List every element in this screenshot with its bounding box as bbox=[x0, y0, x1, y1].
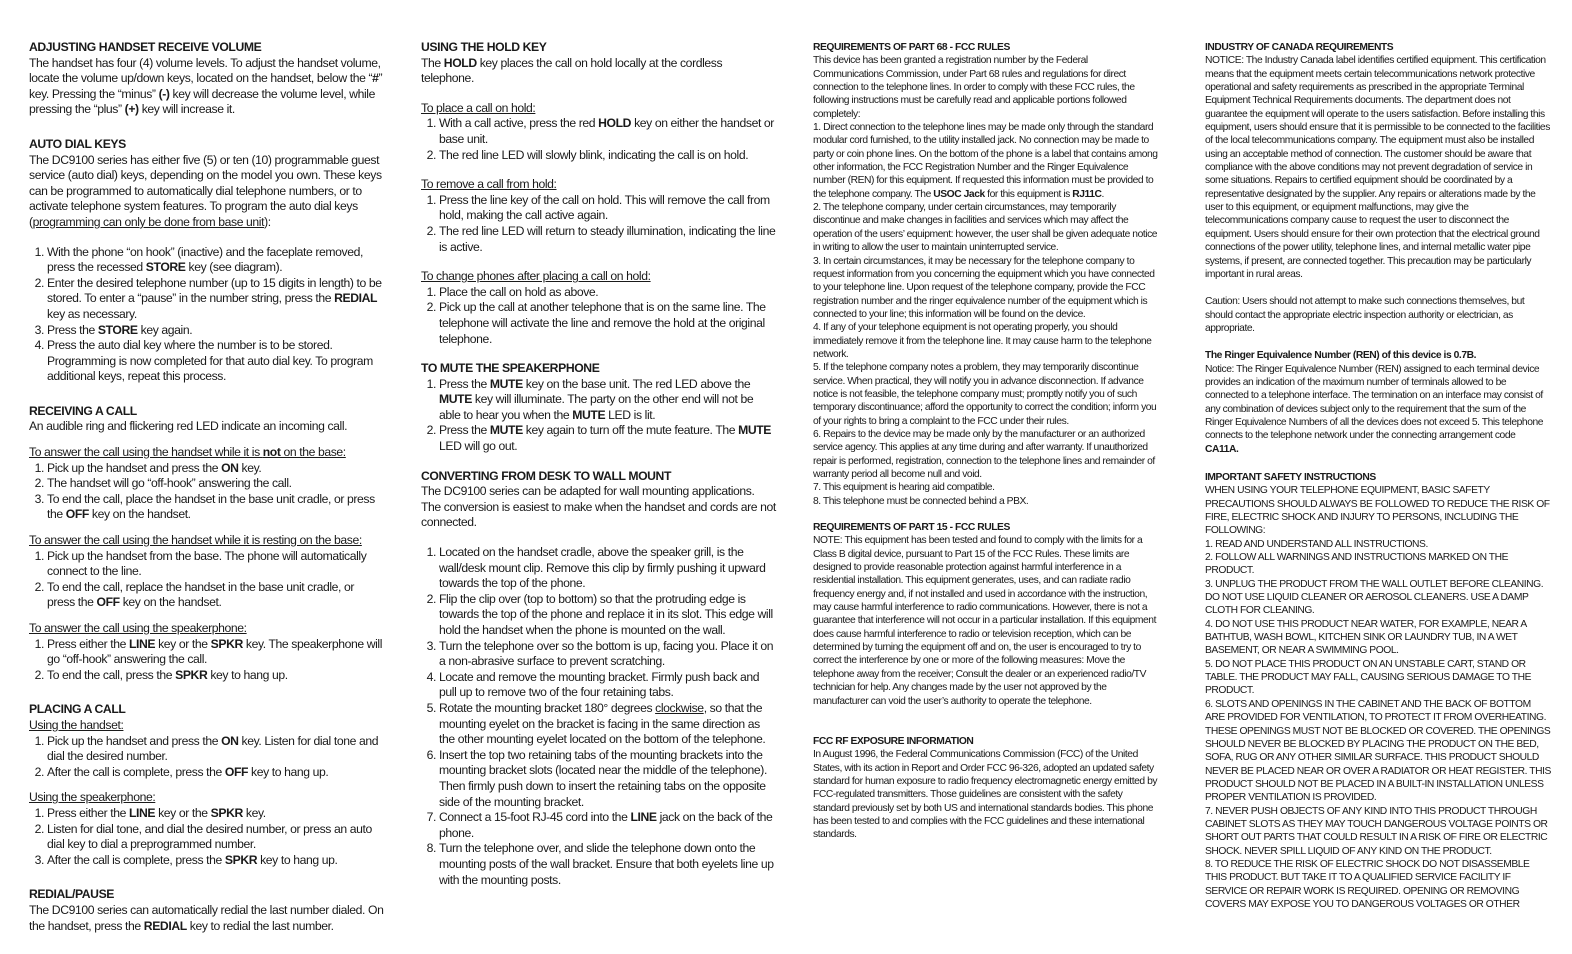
list-item: 3. Turn the telephone over so the bottom is up, facing you. Place it on a non-abrasive surface to prevent scratching. bbox=[439, 639, 776, 670]
section-heading-redial: REDIAL/PAUSE bbox=[29, 887, 115, 902]
placing-handset-steps bbox=[29, 734, 384, 781]
list-item: 7. Connect a 15-foot RJ-45 cord into the LINE jack on the back of the phone. bbox=[439, 810, 776, 841]
safety-item: 4. DO NOT USE THIS PRODUCT NEAR WATER, FOR EXAMPLE, NEAR A BATHTUB, WASH BOWL, KITCHEN SINK OR LAUNDRY TUB, IN A WET BASEMENT, OR NEAR A SWIMMING POOL. bbox=[1205, 618, 1527, 657]
receiving-paragraph: An audible ring and flickering red LED indicate an incoming call. bbox=[29, 419, 348, 434]
safety-item: 3. UNPLUG THE PRODUCT FROM THE WALL OUTLET BEFORE CLEANING. DO NOT USE LIQUID CLEANER OR AEROSOL CLEANERS. USE A DAMP CLOTH FOR CLEANING. bbox=[1205, 578, 1544, 617]
caution-paragraph: Caution: Users should not attempt to make such connections themselves, but should contact the appropriate electric inspection authority or electrician, as appropriate. bbox=[1205, 296, 1525, 334]
list-item: 1. Place the call on hold as above. bbox=[439, 285, 776, 301]
list-item: 2. The red line LED will return to steady illumination, indicating the line is active. bbox=[439, 224, 776, 255]
list-item: 8. Turn the telephone over, and slide the telephone down onto the mounting posts of the wall bracket. Ensure that both eyelets line up with the mounting posts. bbox=[439, 841, 776, 888]
list-item: 3. Press the STORE key again. bbox=[47, 323, 384, 339]
subheading-handset-off-base: To answer the call using the handset while it is not on the base: bbox=[29, 445, 346, 460]
key-label: (+) bbox=[124, 102, 139, 117]
safety-item: 6. SLOTS AND OPENINGS IN THE CABINET AND THE BACK OF BOTTOM ARE PROVIDED FOR VENTILATION, TO PROTECT IT FROM OVERHEATING. THESE OPENINGS MUST NOT BE BLOCKED OR COVERED. THE OPENINGS SHOULD NEVER BE BLOCKED BY PLACING THE PRODUCT ON THE BED, SOFA, RUG OR ANY OTHER SIMILAR SURFACE. THIS PRODUCT SHOULD NEVER BE PLACED NEAR OR OVER A RADIATOR OR HEAT REGISTER. THIS PRODUCT SHOULD NOT BE PLACED IN A BUILT-IN INSTALLATION UNLESS PROPER VENTILATION IS PROVIDED. bbox=[1205, 698, 1551, 804]
part-15-paragraph: NOTE: This equipment has been tested and found to comply with the limits for a Class B digital device, pursuant to Part 15 of the FCC Rules. These limits are designed to provide reasonable protection against harmful interference in a residential installation. This equipment generates, uses, and can radiate radio frequency energy and, if not installed and used in accordance with the instruction, may cause harmful interference to radio communications. However, there is not a guarantee that interference will not occur in a particular installation. If this equipment does cause harmful interference to radio or television reception, which can be determined by turning the equipment off and on, the user is encouraged to try to correct the interference by one or more of the following measures: Move the telephone away from the receiver; Consult the dealer or an experienced radio/TV technician for help. Any changes made by the user not approved by the manufacturer can void the user’s authority to operate the telephone. bbox=[813, 535, 1156, 707]
volume-paragraph bbox=[29, 56, 384, 118]
underlined-text: programming can only be done from base unit bbox=[32, 214, 265, 229]
list-item: 2. Press the MUTE key again to turn off the mute feature. The MUTE LED will go out. bbox=[439, 423, 776, 454]
list-item: 3. To end the call, place the handset in the base unit cradle, or press the OFF key on the handset. bbox=[47, 492, 384, 523]
section-heading-rf-exposure: FCC RF EXPOSURE INFORMATION bbox=[813, 735, 974, 747]
list-item: 1. Pick up the handset from the base. The phone will automatically connect to the line. bbox=[47, 549, 384, 580]
list-item: 2. The red line LED will slowly blink, indicating the call is on hold. bbox=[439, 148, 776, 164]
section-heading-receiving: RECEIVING A CALL bbox=[29, 403, 137, 418]
list-item: 2. After the call is complete, press the OFF key to hang up. bbox=[47, 765, 384, 781]
key-label: (-) bbox=[158, 86, 170, 101]
section-heading-mute: TO MUTE THE SPEAKERPHONE bbox=[421, 361, 600, 376]
auto-dial-steps bbox=[29, 245, 384, 385]
list-item: 2. Listen for dial tone, and dial the desired number, or press an auto dial key to dial a preprogrammed number. bbox=[47, 822, 384, 853]
auto-dial-paragraph bbox=[29, 153, 384, 231]
subheading-speakerphone-answer: To answer the call using the speakerphone: bbox=[29, 621, 247, 635]
text: The DC9100 series has either five (5) or ten (10) programmable guest service (auto dial) keys, depending on the model you own. These keys can be programmed to automatically dial telephone numbers, or to activate telephone system features. To program the auto dial keys ( bbox=[29, 152, 382, 229]
list-item: 2. Flip the clip over (top to bottom) so that the protruding edge is towards the top of the phone and replace it in its slot. This edge will hold the handset when the phone is mounted on the wall. bbox=[439, 592, 776, 639]
safety-item: 8. TO REDUCE THE RISK OF ELECTRIC SHOCK DO NOT DISASSEMBLE THIS PRODUCT. BUT TAKE IT TO A QUALIFIED SERVICE FACILITY IF SERVICE OR REPAIR WORK IS REQUIRED. OPENING OR REMOVING COVERS MAY EXPOSE YOU TO DANGEROUS VOLTAGES OR OTHER bbox=[1205, 858, 1530, 910]
section-heading-hold: USING THE HOLD KEY bbox=[421, 40, 547, 54]
list-item: 4. Press the auto dial key where the number is to be stored. Programming is now completed for that auto dial key. To program additional keys, repeat this process. bbox=[47, 338, 384, 385]
canada-paragraph: NOTICE: The Industry Canada label identifies certified equipment. This certification means that the equipment meets certain telecommunications network protective operational and safety requirements as prescribed in the appropriate Terminal Equipment Technical Requirements documents. The department does not guarantee the equipment will operate to the users satisfaction. Before installing this equipment, users should ensure that it is permissible to be connected to the facilities of the local telecommunications company. The equipment must also be installed using an acceptable method of connection. The customer should be aware that compliance with the above conditions may not prevent degradation of service in some situations. Repairs to certified equipment should be coordinated by a representative designated by the supplier. Any repairs or alterations made by the user to this equipment, or equipment malfunctions, may give the telecommunications company cause to request the user to disconnect the equipment. Users should ensure for their own protection that the electrical ground connections of the power utility, telephone lines, and internal metallic water pipe systems, if present, are connected together. This precaution may be particularly important in rural areas. bbox=[1205, 55, 1550, 280]
subheading-using-handset: Using the handset: bbox=[29, 717, 124, 732]
subheading-handset-on-base: To answer the call using the handset while it is resting on the base: bbox=[29, 533, 362, 548]
list-item: 1. Press the MUTE key on the base unit. The red LED above the MUTE key will illuminate. The party on the other end will not be able to hear you when the MUTE LED is lit. bbox=[439, 377, 776, 424]
remove-hold-steps bbox=[421, 193, 776, 255]
subheading-change-phones: To change phones after placing a call on hold: bbox=[421, 269, 651, 284]
section-heading-wall-mount: CONVERTING FROM DESK TO WALL MOUNT bbox=[421, 468, 672, 483]
part-68-item: 5. If the telephone company notes a problem, they may temporarily discontinue service. When practical, they will notify you in advance disconnection. If advance notice is not feasible, the telephone company must; promptly notify you of such temporary discontinuance; afford the opportunity to correct the condition; inform you of your rights to bring a complaint to the FCC under their rules. bbox=[813, 362, 1157, 427]
column-3 bbox=[813, 28, 1159, 842]
list-item: 6. Insert the top two retaining tabs of the mounting brackets into the mounting bracket slots (located near the middle of the telephone). Then firmly push down to insert the retaining tabs on the opposite side of the mounting bracket. bbox=[439, 748, 776, 810]
subheading-remove-hold: To remove a call from hold: bbox=[421, 177, 557, 192]
list-item: 1. Press either the LINE key or the SPKR key. bbox=[47, 806, 384, 822]
wall-mount-steps bbox=[421, 545, 776, 888]
section-heading-auto-dial: AUTO DIAL KEYS bbox=[29, 136, 126, 151]
key-label: # bbox=[372, 71, 379, 86]
text: key will increase it. bbox=[138, 102, 235, 117]
placing-speakerphone-steps bbox=[29, 806, 384, 868]
section-heading-part-68: REQUIREMENTS OF PART 68 - FCC RULES bbox=[813, 42, 1010, 53]
list-item: 2. The handset will go “off-hook” answering the call. bbox=[47, 476, 384, 492]
part-68-item: 2. The telephone company, under certain circumstances, may temporarily discontinue and make changes in facilities and services which may affect the operation of the users’ equipment: however, the user shall be given adequate notice in writing to allow the user to maintain uninterrupted service. bbox=[813, 202, 1158, 254]
list-item: 1. Press either the LINE key or the SPKR key. The speakerphone will go “off-hook” answering the call. bbox=[47, 637, 384, 668]
part-68-item: 3. In certain circumstances, it may be necessary for the telephone company to request information from you concerning the equipment which you have connected to your telephone line. Upon request of the telephone company, provide the FCC registration number and the ringer equivalence number of the equipment which is connected to your line; this information will be found on the device. bbox=[813, 255, 1155, 320]
list-item: 2. To end the call, replace the handset in the base unit cradle, or press the OFF key on the handset. bbox=[47, 580, 384, 611]
section-heading-part-15: REQUIREMENTS OF PART 15 - FCC RULES bbox=[813, 522, 1010, 534]
safety-item: 5. DO NOT PLACE THIS PRODUCT ON AN UNSTABLE CART, STAND OR TABLE. THE PRODUCT MAY FALL, CAUSING SERIOUS DAMAGE TO THE PRODUCT. bbox=[1205, 658, 1531, 697]
part-68-item: 1. Direct connection to the telephone lines may be made only through the standard modular cord furnished, to the utility installed jack. No connection may be made to party or coin phone lines. On the bottom of the phone is a label that contains among other information, the FCC Registration Number and the Ringer Equivalence number (REN) for this equipment. If requested this information must be provided to the telephone company. The USOC Jack for this equipment is RJ11C. bbox=[813, 122, 1158, 200]
list-item: 1. Press the line key of the call on hold. This will remove the call from hold, making the call active again. bbox=[439, 193, 776, 224]
speakerphone-answer-steps bbox=[29, 637, 384, 684]
handset-on-base-steps bbox=[29, 549, 384, 611]
redial-paragraph: The DC9100 series can automatically redial the last number dialed. On the handset, press the REDIAL key to redial the last number. bbox=[29, 902, 384, 933]
text: key will decrease the volume level, while pressing the “plus” bbox=[29, 86, 375, 117]
text: ): bbox=[264, 214, 271, 229]
handset-off-base-steps bbox=[29, 461, 384, 523]
subheading-using-speakerphone: Using the speakerphone: bbox=[29, 790, 156, 805]
part-68-item: 7. This equipment is hearing aid compatible. bbox=[813, 482, 995, 494]
part-68-intro: This device has been granted a registration number by the Federal Communications Commission, under Part 68 rules and regulations for direct connection to the telephone lines. In order to comply with these FCC rules, the following instructions must be carefully read and applicable portions followed completely: bbox=[813, 55, 1135, 120]
list-item: 4. Locate and remove the mounting bracket. Firmly push back and pull up to remove two of the four retaining tabs. bbox=[439, 670, 776, 701]
safety-intro: WHEN USING YOUR TELEPHONE EQUIPMENT, BASIC SAFETY PRECAUTIONS SHOULD ALWAYS BE FOLLOWED TO REDUCE THE RISK OF FIRE, ELECTRIC SHOCK AND INJURY TO PERSONS, INCLUDING THE FOLLOWING: bbox=[1205, 485, 1550, 537]
list-item: 1. Pick up the handset and press the ON key. bbox=[47, 461, 384, 477]
list-item: 2. Pick up the call at another telephone that is on the same line. The telephone will activate the line and remove the hold at the original telephone. bbox=[439, 300, 776, 347]
mute-steps bbox=[421, 377, 776, 455]
hold-paragraph: The HOLD key places the call on hold locally at the cordless telephone. bbox=[421, 55, 723, 86]
safety-item: 1. READ AND UNDERSTAND ALL INSTRUCTIONS. bbox=[1205, 538, 1428, 550]
list-item: 5. Rotate the mounting bracket 180° degrees clockwise, so that the mounting eyelet on the bracket is facing in the same direction as the other mounting eyelet located on the bottom of the telephone. bbox=[439, 701, 776, 748]
list-item: 2. To end the call, press the SPKR key to hang up. bbox=[47, 668, 384, 684]
change-phones-steps bbox=[421, 285, 776, 347]
ren-paragraph: Notice: The Ringer Equivalence Number (REN) assigned to each terminal device provides an indication of the maximum number of terminals allowed to be connected to a telephone interface. The termination on an interface may consist of any combination of devices subject only to the requirement that the sum of the Ringer Equivalence Numbers of all the devices does not exceed 5. This telephone connects to the telephone network under the connecting arrangement code CA11A. bbox=[1205, 363, 1544, 455]
section-heading-volume: ADJUSTING HANDSET RECEIVE VOLUME bbox=[29, 40, 262, 54]
ren-heading: The Ringer Equivalence Number (REN) of this device is 0.7B. bbox=[1205, 350, 1476, 362]
column-2 bbox=[421, 28, 776, 888]
list-item: 1. With a call active, press the red HOLD key on either the handset or base unit. bbox=[439, 116, 776, 147]
part-68-item: 6. Repairs to the device may be made only by the manufacturer or an authorized service agency. This applies at any time during and after warranty. If unauthorized repair is performed, registration, connection to the telephone lines and remainder of warranty period all become null and void. bbox=[813, 428, 1155, 480]
place-hold-steps bbox=[421, 116, 776, 163]
safety-item: 7. NEVER PUSH OBJECTS OF ANY KIND INTO THIS PRODUCT THROUGH CABINET SLOTS AS THEY MAY TOUCH DANGEROUS VOLTAGE POINTS OR SHORT OUT PARTS THAT COULD RESULT IN A RISK OF FIRE OR ELECTRIC SHOCK. NEVER SPILL LIQUID OF ANY KIND ON THE PRODUCT. bbox=[1205, 805, 1548, 857]
list-item: 3. After the call is complete, press the SPKR key to hang up. bbox=[47, 853, 384, 869]
text: The handset has four (4) volume levels. To adjust the handset volume, locate the volume up/down keys, located on the handset, below the “ bbox=[29, 55, 381, 86]
part-68-item: 8. This telephone must be connected behind a PBX. bbox=[813, 495, 1029, 507]
wall-mount-paragraph: The DC9100 series can be adapted for wall mounting applications. The conversion is easiest to make when the handset and cords are not connected. bbox=[421, 484, 776, 530]
list-item: 1. With the phone “on hook” (inactive) and the faceplate removed, press the recessed STORE key (see diagram). bbox=[47, 245, 384, 276]
safety-item: 2. FOLLOW ALL WARNINGS AND INSTRUCTIONS MARKED ON THE PRODUCT. bbox=[1205, 552, 1509, 577]
column-4 bbox=[1205, 28, 1551, 911]
rf-exposure-paragraph: In August 1996, the Federal Communications Commission (FCC) of the United States, with its action in Report and Order FCC 96-326, adopted an updated safety standard for human exposure to radio frequency electromagnetic energy emitted by FCC-regulated transmitters. Those guidelines are consistent with the safety standard previously set by both US and international standards bodies. This phone has been tested to and complies with the FCC guidelines and these international standards. bbox=[813, 749, 1158, 841]
list-item: 1. Pick up the handset and press the ON key. Listen for dial tone and dial the desired number. bbox=[47, 734, 384, 765]
list-item: 1. Located on the handset cradle, above the speaker grill, is the wall/desk mount clip. Remove this clip by firmly pushing it upward towards the top of the phone. bbox=[439, 545, 776, 592]
column-1 bbox=[29, 28, 384, 934]
section-heading-canada: INDUSTRY OF CANADA REQUIREMENTS bbox=[1205, 42, 1394, 53]
text: ” key. Pressing the “minus” bbox=[29, 71, 383, 101]
list-item: 2. Enter the desired telephone number (up to 15 digits in length) to be stored. To enter a “pause” in the number string, press the REDIAL key as necessary. bbox=[47, 276, 384, 323]
section-heading-placing: PLACING A CALL bbox=[29, 702, 126, 717]
section-heading-safety: IMPORTANT SAFETY INSTRUCTIONS bbox=[1205, 471, 1376, 483]
subheading-place-hold: To place a call on hold: bbox=[421, 100, 536, 115]
part-68-item: 4. If any of your telephone equipment is not operating properly, you should immediately remove it from the telephone line. It may cause harm to the telephone network. bbox=[813, 322, 1152, 360]
